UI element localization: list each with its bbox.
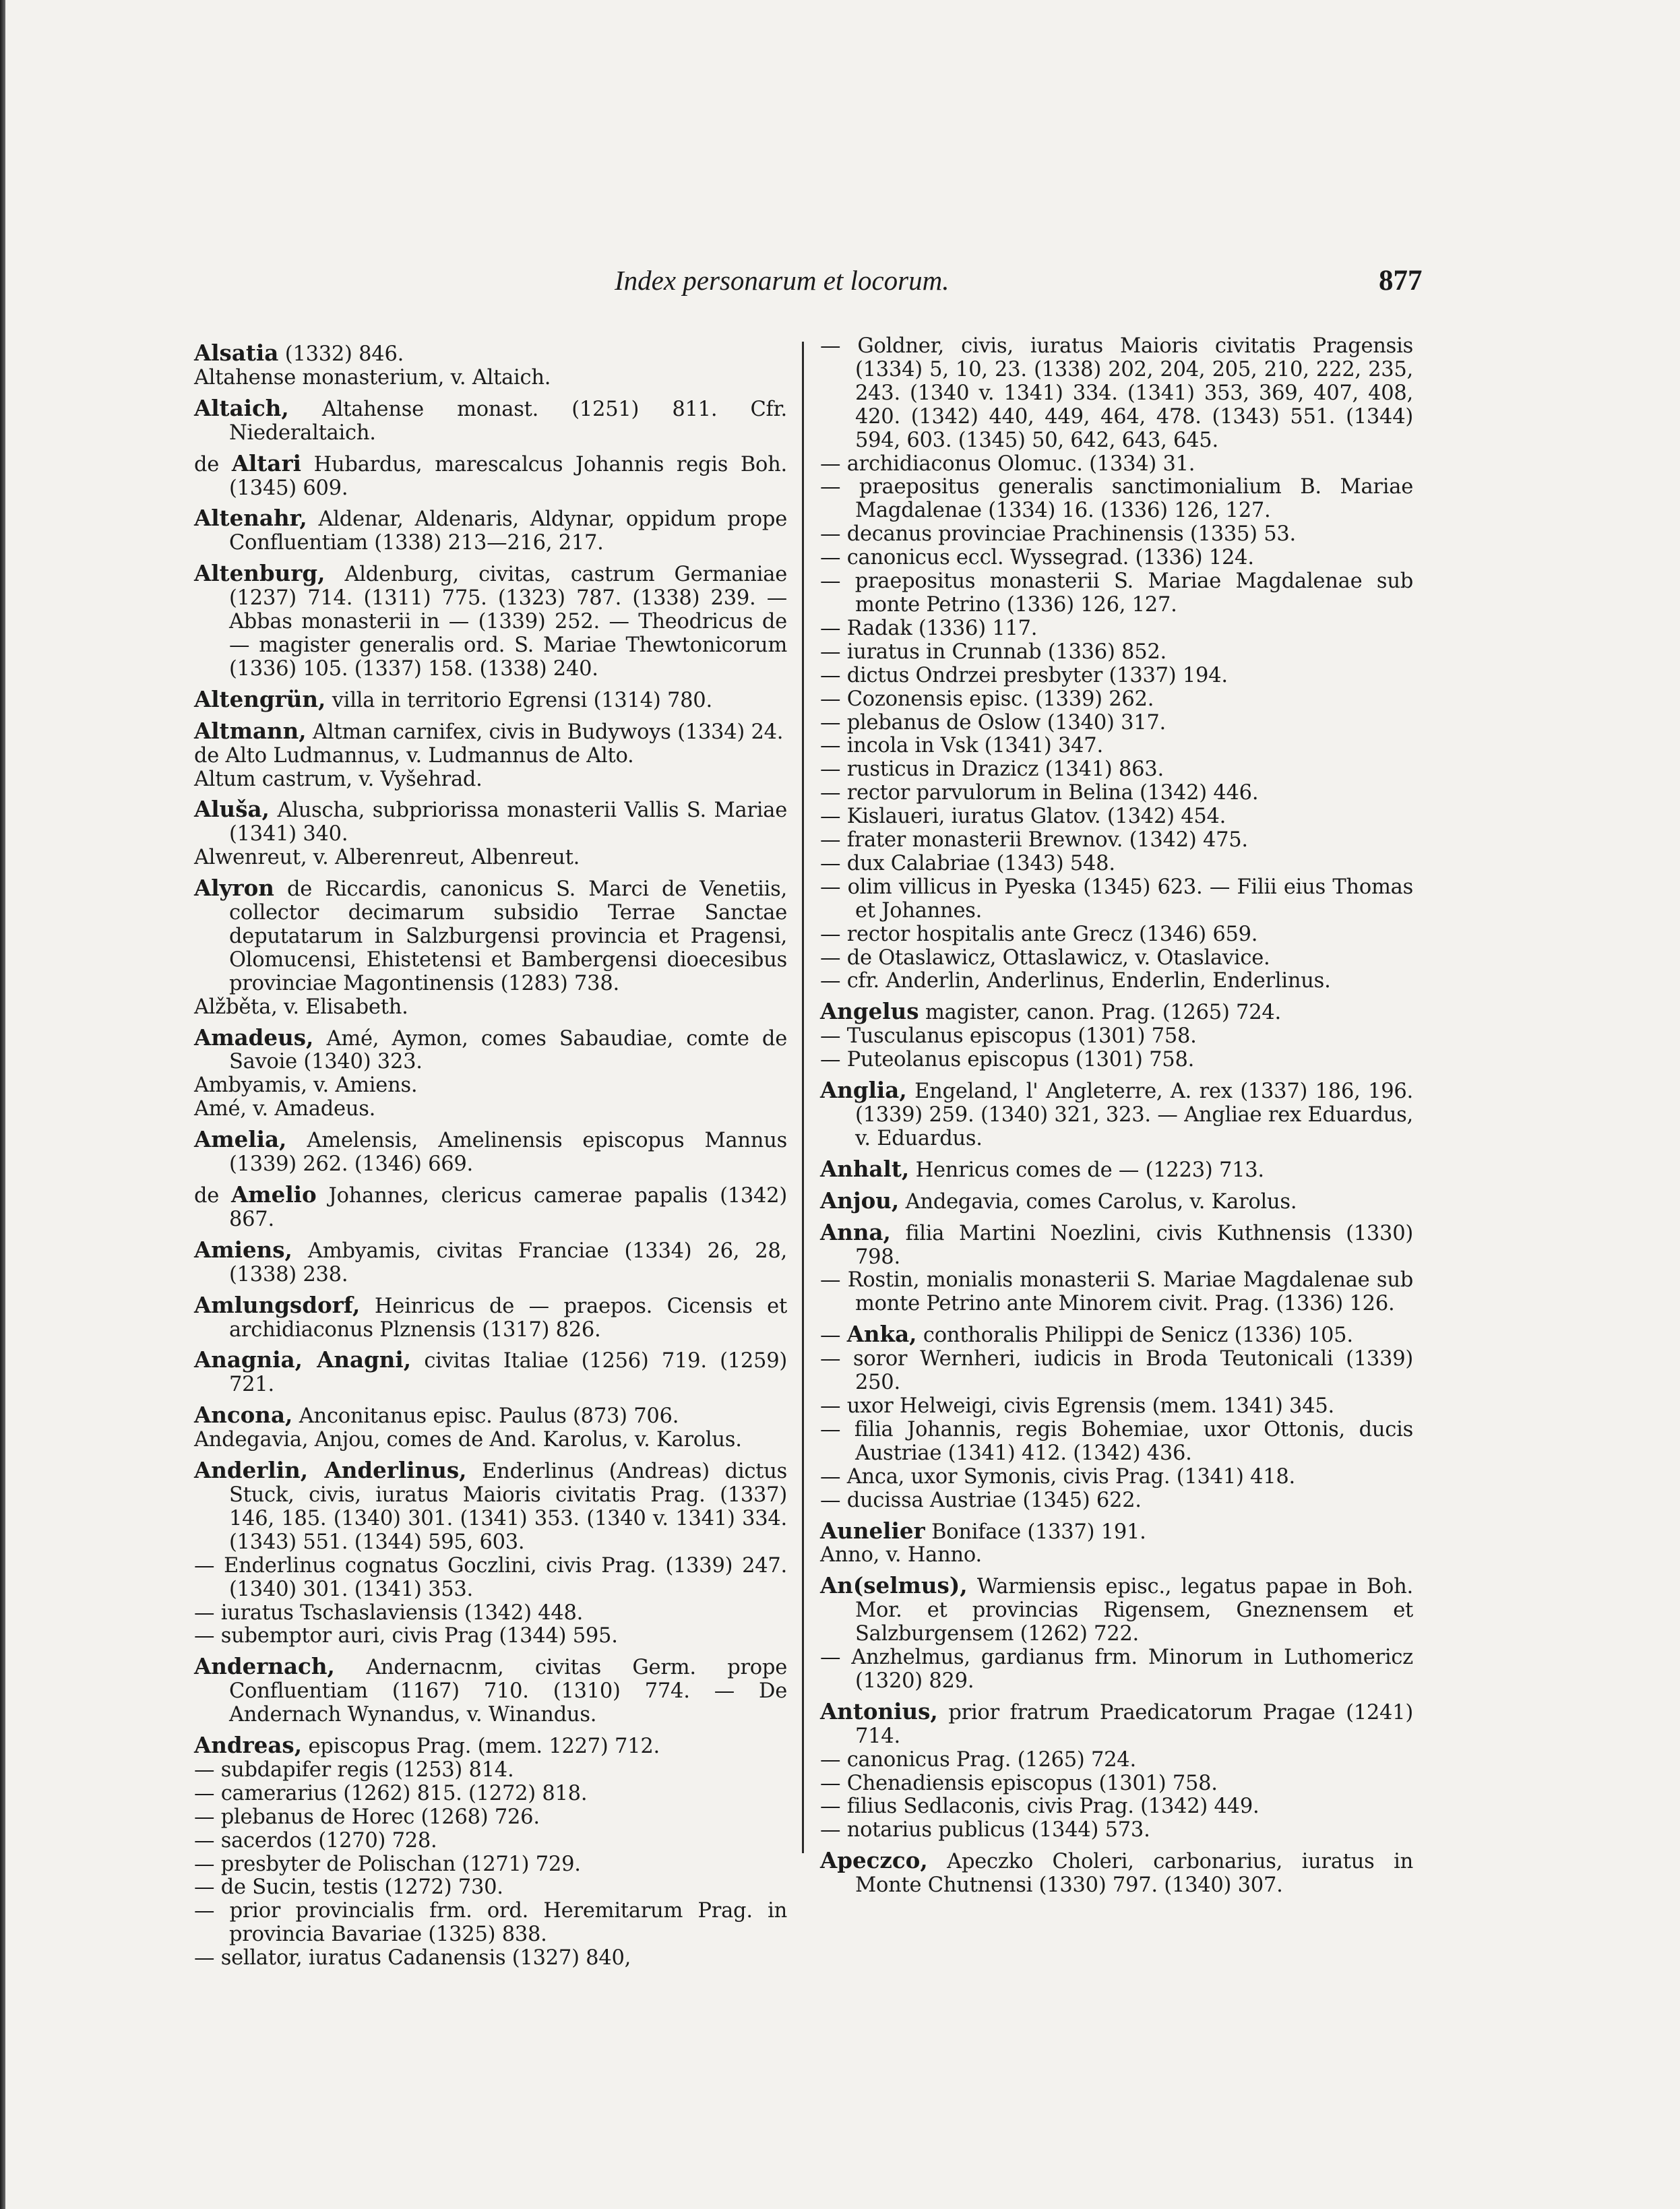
entry-prefix: — filia Johannis, regis Bohemiae, uxor Ottonis, ducis Austriae (1341) 412. (1342) 436.	[820, 1417, 1413, 1465]
entry-prefix: — archidiaconus Olomuc. (1334) 31.	[820, 452, 1195, 476]
index-entry	[820, 1269, 1413, 1316]
entry-prefix: Ambyamis, v. Amiens.	[194, 1074, 418, 1098]
entry-headword: Altenburg,	[194, 560, 325, 587]
index-entry	[194, 1876, 787, 1900]
scan-left-edge	[0, 0, 5, 2209]
index-entry	[820, 570, 1413, 617]
running-title: Index personarum et locorum.	[615, 265, 950, 296]
index-entry	[820, 1849, 1413, 1898]
entry-text: Heinricus de — praepos. Cicensis et archidiaconus Plznensis (1317) 826.	[229, 1294, 787, 1342]
index-entry	[820, 547, 1413, 570]
entry-text: Henricus comes de — (1223) 713.	[909, 1158, 1264, 1182]
index-entry	[194, 846, 787, 870]
index-entry	[820, 453, 1413, 476]
entry-text: Andegavia, comes Carolus, v. Karolus.	[899, 1189, 1297, 1214]
column-divider	[802, 342, 804, 1853]
index-column-left	[194, 335, 787, 1970]
entry-headword: Amadeus,	[194, 1024, 314, 1051]
entry-headword: Anna,	[820, 1218, 891, 1245]
index-entry	[820, 1646, 1413, 1693]
entry-text: Amé, Aymon, comes Sabaudiae, comte de Savoie (1340) 323.	[229, 1026, 787, 1074]
index-entry	[194, 1236, 787, 1287]
entry-prefix: Anno, v. Hanno.	[820, 1543, 982, 1567]
entry-prefix: — dictus Ondrzei presbyter (1337) 194.	[820, 663, 1228, 687]
entry-prefix: — olim villicus in Pyeska (1345) 623. — Filii eius Thomas et Johannes.	[820, 875, 1413, 923]
entry-headword: Anglia,	[820, 1077, 907, 1104]
entry-text: Aluscha, subpriorissa monasterii Vallis S. Mariae (1341) 340.	[229, 799, 787, 846]
entry-prefix: de	[194, 452, 232, 476]
index-entry	[194, 1429, 787, 1452]
entry-headword: Altengrün,	[194, 685, 326, 712]
index-entry	[194, 745, 787, 768]
entry-text: Aldenburg, civitas, castrum Germaniae (1237) 714. (1311) 775. (1323) 787. (1338) 239. — Abbas monasterii in — (1339) 252. — Theodricus de — magister generalis ord. S. Mariae Thewtonicorum (1336) 105. (1337) 158. (1338) 240.	[229, 563, 787, 681]
index-entry	[820, 1749, 1413, 1772]
index-entry	[820, 758, 1413, 782]
entry-prefix: — iuratus Tschaslaviensis (1342) 448.	[194, 1600, 584, 1625]
entry-prefix: — cfr. Anderlin, Anderlinus, Enderlin, Enderlinus.	[820, 969, 1331, 993]
entry-prefix: de	[194, 1184, 232, 1208]
index-entry	[820, 1395, 1413, 1419]
index-entry	[820, 476, 1413, 523]
entry-prefix: — Anzhelmus, gardianus frm. Minorum in Luthomericz (1320) 829.	[820, 1646, 1413, 1693]
entry-prefix: — iuratus in Crunnab (1336) 852.	[820, 640, 1166, 664]
entry-headword: Angelus	[820, 998, 919, 1025]
entry-headword: Andreas,	[194, 1732, 303, 1759]
entry-prefix: — sellator, iuratus Cadanensis (1327) 840,	[194, 1946, 631, 1970]
entry-prefix: — praepositus generalis sanctimonialium B. Mariae Magdalenae (1334) 16. (1336) 126, 127.	[820, 475, 1413, 523]
index-entry	[820, 1795, 1413, 1819]
index-entry	[194, 1947, 787, 1970]
entry-prefix: — decanus provinciae Prachinensis (1335) 53.	[820, 522, 1297, 547]
index-entry	[194, 1602, 787, 1625]
entry-text: Altahense monast. (1251) 811. Cfr. Niederaltaich.	[229, 397, 787, 445]
entry-prefix: — frater monasterii Brewnov. (1342) 475.	[820, 828, 1248, 852]
entry-text: Warmiensis episc., legatus papae in Boh. Mor. et provincias Rigensem, Gneznensem et Salzburgensem (1262) 722.	[855, 1575, 1413, 1646]
entry-prefix: — soror Wernheri, iudicis in Broda Teutonicali (1339) 250.	[820, 1347, 1413, 1395]
index-entry	[820, 1189, 1413, 1214]
index-entry	[820, 970, 1413, 993]
entry-text: Ambyamis, civitas Franciae (1334) 26, 28, (1338) 238.	[229, 1239, 787, 1286]
index-entry	[194, 1806, 787, 1830]
index-entry	[820, 1000, 1413, 1025]
index-entry	[194, 1782, 787, 1806]
entry-headword: Apeczco,	[820, 1847, 928, 1874]
index-entry	[194, 342, 787, 367]
index-entry	[820, 617, 1413, 641]
index-entry	[194, 1655, 787, 1727]
entry-prefix: — prior provincialis frm. ord. Heremitarum Prag. in provincia Bavariae (1325) 838.	[194, 1899, 787, 1947]
index-entry	[194, 1404, 787, 1429]
entry-prefix: — plebanus de Oslow (1340) 317.	[820, 710, 1166, 735]
entry-headword: Altenahr,	[194, 505, 307, 532]
index-entry	[194, 367, 787, 390]
entry-prefix: — dux Calabriae (1343) 548.	[820, 851, 1115, 875]
index-entry	[820, 1049, 1413, 1072]
entry-headword: Anka,	[846, 1321, 917, 1348]
entry-headword: Aunelier	[820, 1517, 925, 1544]
index-entry	[820, 1155, 1413, 1183]
entry-prefix: — Anca, uxor Symonis, civis Prag. (1341) 418.	[820, 1464, 1295, 1489]
index-entry	[194, 449, 787, 501]
entry-headword: Amiens,	[194, 1236, 292, 1263]
index-entry	[820, 1218, 1413, 1270]
index-entry	[820, 1544, 1413, 1567]
entry-headword: Amelio	[231, 1181, 317, 1208]
entry-prefix: — Kislaueri, iuratus Glatov. (1342) 454.	[820, 805, 1226, 829]
index-entry	[820, 805, 1413, 829]
index-entry	[194, 1900, 787, 1947]
index-entry	[820, 923, 1413, 947]
entry-prefix: Amé, v. Amadeus.	[194, 1097, 376, 1121]
page-header	[0, 264, 1680, 305]
index-entry	[820, 782, 1413, 805]
index-entry	[820, 1700, 1413, 1749]
index-entry	[194, 1830, 787, 1853]
entry-headword: Anhalt,	[820, 1155, 910, 1182]
entry-headword: Altari	[231, 449, 301, 476]
entry-text: Altman carnifex, civis in Budywoys (1334) 24.	[306, 720, 784, 744]
index-entry	[820, 1819, 1413, 1842]
index-entry	[820, 1419, 1413, 1466]
entry-prefix: — presbyter de Polischan (1271) 729.	[194, 1852, 581, 1876]
index-entry	[194, 394, 787, 445]
entry-prefix: — canonicus eccl. Wyssegrad. (1336) 124.	[820, 546, 1254, 570]
entry-text: Hubardus, marescalcus Johannis regis Boh. (1345) 609.	[229, 452, 787, 500]
entry-headword: Ancona,	[194, 1402, 293, 1429]
entry-prefix: Andegavia, Anjou, comes de And. Karolus, v. Karolus.	[194, 1428, 742, 1452]
entry-prefix: — Puteolanus episcopus (1301) 758.	[820, 1048, 1195, 1072]
entry-prefix: — uxor Helweigi, civis Egrensis (mem. 1341) 345.	[820, 1394, 1334, 1418]
index-entry	[194, 1291, 787, 1342]
entry-text: de Riccardis, canonicus S. Marci de Venetiis, collector decimarum subsidio Terrae Sanctae deputatarum in Salzburgensi provincia et Pragensi, Olomucensi, Ehistetensi et Bambergensi dioecesibus provinciae Magontinensis (1283) 738.	[229, 877, 787, 995]
index-entry	[194, 507, 787, 555]
index-entry	[194, 1128, 787, 1177]
entry-headword: Amlungsdorf,	[194, 1291, 361, 1318]
index-entry	[194, 1625, 787, 1648]
index-entry	[194, 1759, 787, 1782]
entry-prefix: — camerarius (1262) 815. (1272) 818.	[194, 1781, 588, 1805]
index-entry	[194, 1183, 787, 1232]
entry-prefix: — rector hospitalis ante Grecz (1346) 659.	[820, 922, 1258, 946]
entry-prefix: — ducissa Austriae (1345) 622.	[820, 1488, 1142, 1512]
entry-prefix: — rector parvulorum in Belina (1342) 446.	[820, 781, 1259, 805]
entry-prefix: — Radak (1336) 117.	[820, 616, 1038, 640]
entry-text: (1332) 846.	[278, 342, 404, 366]
entry-text: villa in territorio Egrensi (1314) 780.	[325, 688, 712, 712]
entry-headword: Altmann,	[194, 717, 307, 744]
entry-headword: An(selmus),	[820, 1572, 968, 1599]
index-entry	[820, 641, 1413, 664]
index-entry	[194, 1853, 787, 1877]
entry-headword: Alsatia	[194, 340, 279, 366]
index-entry	[194, 996, 787, 1020]
entry-text: conthoralis Philippi de Senicz (1336) 105.	[916, 1324, 1353, 1348]
entry-prefix: — filius Sedlaconis, civis Prag. (1342) 449.	[820, 1795, 1259, 1819]
index-entry	[820, 664, 1413, 688]
entry-prefix: — subdapifer regis (1253) 814.	[194, 1757, 514, 1782]
index-entry	[820, 1517, 1413, 1545]
entry-prefix: — Cozonensis episc. (1339) 262.	[820, 687, 1154, 711]
entry-headword: Antonius,	[820, 1698, 938, 1724]
entry-prefix: — sacerdos (1270) 728.	[194, 1828, 437, 1853]
entry-prefix: Alwenreut, v. Alberenreut, Albenreut.	[194, 846, 580, 870]
index-entry	[820, 1489, 1413, 1513]
index-entry	[194, 1459, 787, 1555]
entry-prefix: de Alto Ludmannus, v. Ludmannus de Alto.	[194, 743, 634, 768]
entry-prefix: Altahense monasterium, v. Altaich.	[194, 365, 551, 390]
entry-text: civitas Italiae (1256) 719. (1259) 721.	[229, 1349, 787, 1397]
index-entry	[194, 1348, 787, 1397]
index-entry	[194, 1555, 787, 1602]
entry-text: Boniface (1337) 191.	[925, 1520, 1146, 1544]
index-entry	[820, 1772, 1413, 1796]
entry-headword: Anderlin, Anderlinus,	[194, 1457, 467, 1484]
entry-prefix: — plebanus de Horec (1268) 726.	[194, 1805, 540, 1829]
entry-headword: Anagnia, Anagni,	[194, 1346, 412, 1373]
index-entry	[194, 562, 787, 681]
entry-prefix: — canonicus Prag. (1265) 724.	[820, 1747, 1136, 1772]
entry-prefix: — praepositus monasterii S. Mariae Magdalenae sub monte Petrino (1336) 126, 127.	[820, 569, 1413, 617]
index-entry	[820, 1466, 1413, 1489]
entry-prefix: — Enderlinus cognatus Goczlini, civis Prag. (1339) 247. (1340) 301. (1341) 353.	[194, 1553, 787, 1601]
index-entry	[194, 1098, 787, 1121]
index-entry	[820, 712, 1413, 735]
index-entry	[194, 1074, 787, 1098]
index-entry	[194, 685, 787, 713]
entry-headword: Amelia,	[194, 1126, 287, 1153]
entry-headword: Andernach,	[194, 1653, 335, 1680]
entry-prefix: — subemptor auri, civis Prag (1344) 595.	[194, 1624, 618, 1648]
entry-prefix: — notarius publicus (1344) 573.	[820, 1818, 1150, 1842]
index-entry	[820, 1025, 1413, 1049]
index-entry	[820, 852, 1413, 876]
entry-text: Anconitanus episc. Paulus (873) 706.	[292, 1404, 679, 1429]
entry-headword: Anjou,	[820, 1187, 900, 1214]
entry-text: Aldenar, Aldenaris, Aldynar, oppidum prope Confluentiam (1338) 213—216, 217.	[229, 507, 787, 555]
index-entry	[820, 1348, 1413, 1395]
entry-text: Johannes, clericus camerae papalis (1342) 867.	[229, 1184, 787, 1231]
entry-text: prior fratrum Praedicatorum Pragae (1241) 714.	[855, 1700, 1413, 1748]
index-entry	[820, 523, 1413, 547]
index-entry	[194, 877, 787, 996]
entry-headword: Aluša,	[194, 796, 270, 823]
entry-text: Enderlinus (Andreas) dictus Stuck, civis, iuratus Maioris civitatis Prag. (1337) 146, 185. (1340) 301. (1341) 353. (1340 v. 1341) 334. (1343) 551. (1344) 595, 603.	[229, 1460, 787, 1554]
entry-prefix: — de Otaslawicz, Ottaslawicz, v. Otaslavice.	[820, 945, 1270, 970]
index-entry	[194, 768, 787, 792]
index-entry	[820, 829, 1413, 852]
index-entry	[820, 335, 1413, 453]
page-number: 877	[1379, 265, 1423, 297]
entry-headword: Altaich,	[194, 394, 289, 421]
entry-text: magister, canon. Prag. (1265) 724.	[919, 1001, 1281, 1025]
entry-prefix: Alžběta, v. Elisabeth.	[194, 995, 408, 1019]
index-entry	[194, 1026, 787, 1075]
entry-prefix: — de Sucin, testis (1272) 730.	[194, 1875, 503, 1900]
index-entry	[820, 688, 1413, 712]
entry-prefix: — Rostin, monialis monasterii S. Mariae Magdalenae sub monte Petrino ante Minorem civit. Prag. (1336) 126.	[820, 1268, 1413, 1316]
index-entry	[194, 1734, 787, 1759]
index-column-right	[820, 335, 1413, 1898]
entry-text: Andernacnm, civitas Germ. prope Confluentiam (1167) 710. (1310) 774. — De Andernach Wynandus, v. Winandus.	[229, 1656, 787, 1727]
index-entry	[820, 1079, 1413, 1151]
entry-prefix: — Tusculanus episcopus (1301) 758.	[820, 1024, 1197, 1049]
entry-text: filia Martini Noezlini, civis Kuthnensis (1330) 798.	[855, 1221, 1413, 1269]
index-entry	[820, 1574, 1413, 1646]
index-entry	[194, 717, 787, 745]
entry-headword: Alyron	[194, 875, 274, 902]
entry-text: Engeland, l' Angleterre, A. rex (1337) 186, 196. (1339) 259. (1340) 321, 323. — Angliae rex Eduardus, v. Eduardus.	[855, 1080, 1413, 1150]
entry-prefix: — Chenadiensis episcopus (1301) 758.	[820, 1771, 1218, 1795]
entry-prefix: — Goldner, civis, iuratus Maioris civitatis Pragensis (1334) 5, 10, 23. (1338) 202, 204, 205, 210, 222, 235, 243. (1340 v. 1341) 334. (1341) 353, 369, 407, 408, 420. (1342) 440, 449, 464, 478. (1343) 551. (1344) 594, 603. (1345) 50, 642, 643, 645.	[820, 334, 1413, 452]
index-entry	[194, 798, 787, 846]
entry-text: episcopus Prag. (mem. 1227) 712.	[302, 1735, 660, 1759]
index-entry	[820, 876, 1413, 923]
entry-prefix: — rusticus in Drazicz (1341) 863.	[820, 757, 1164, 782]
entry-prefix: —	[820, 1324, 847, 1348]
index-entry	[820, 947, 1413, 970]
entry-text: Amelensis, Amelinensis episcopus Mannus (1339) 262. (1346) 669.	[229, 1129, 787, 1177]
entry-prefix: Altum castrum, v. Vyšehrad.	[194, 767, 483, 791]
entry-text: Apeczko Choleri, carbonarius, iuratus in Monte Chutnensi (1330) 797. (1340) 307.	[855, 1850, 1413, 1898]
index-entry	[820, 735, 1413, 758]
index-entry	[820, 1323, 1413, 1348]
entry-prefix: — incola in Vsk (1341) 347.	[820, 734, 1103, 758]
